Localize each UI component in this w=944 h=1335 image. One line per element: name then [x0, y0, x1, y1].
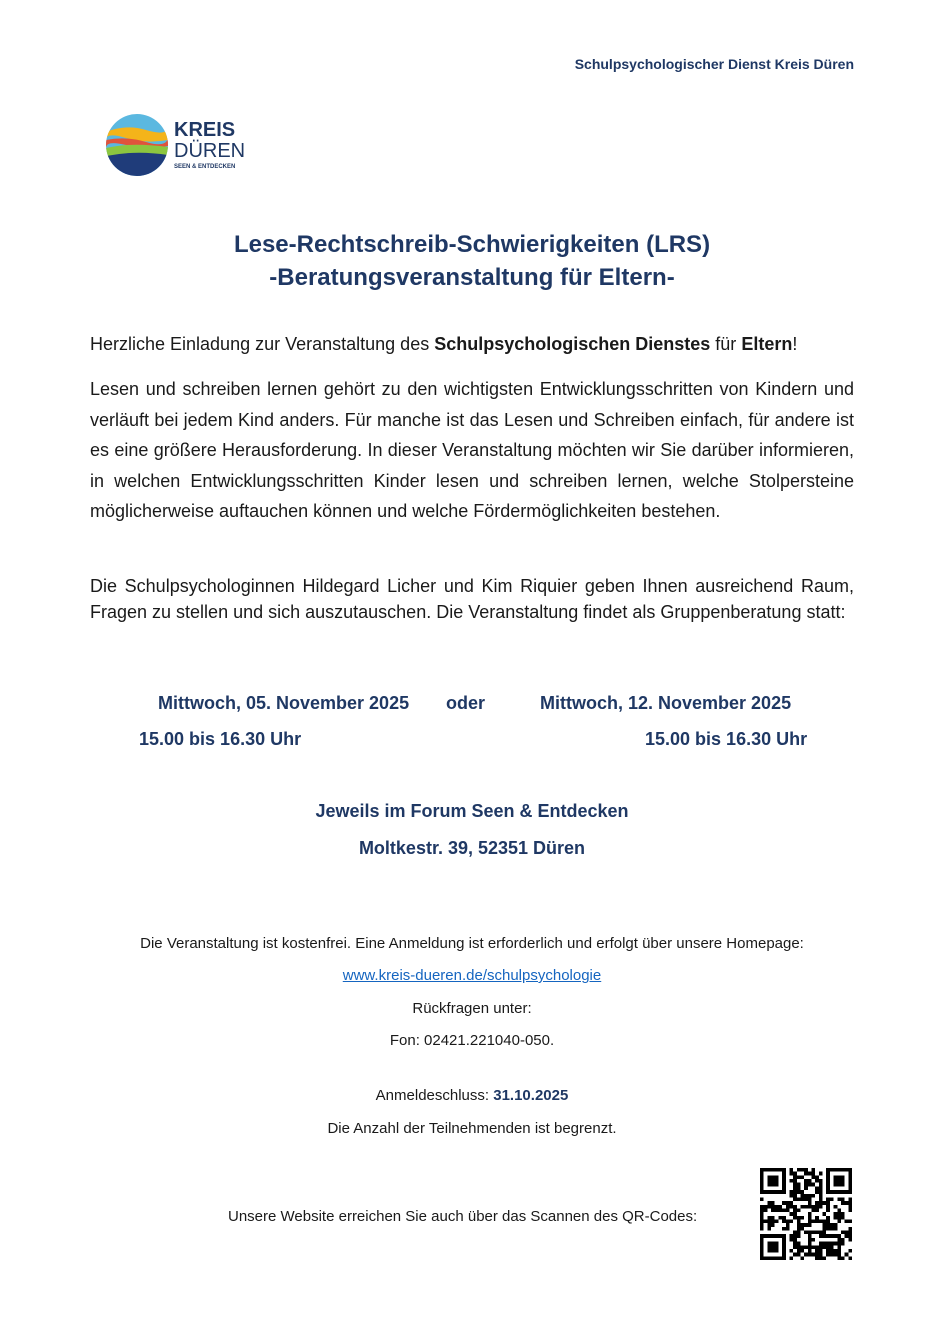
participant-limit: Die Anzahl der Teilnehmenden ist begrenzt. — [327, 1120, 617, 1137]
title-line-2: -Beratungsveranstaltung für Eltern- — [269, 264, 675, 291]
intro-bold-parents: Eltern — [741, 334, 793, 354]
kreis-dueren-logo — [106, 110, 246, 180]
qr-code-icon — [760, 1168, 852, 1260]
event-date-1: Mittwoch, 05. November 2025 — [158, 693, 410, 713]
deadline-date: 31.10.2025 — [493, 1087, 569, 1104]
or-separator: oder — [446, 693, 486, 713]
event-time-2: 15.00 bis 16.30 Uhr — [645, 729, 808, 749]
intro-text: Herzliche Einladung zur Veranstaltung des — [90, 334, 435, 354]
description-paragraph: Lesen und schreiben lernen gehört zu den wichtigsten Entwicklungsschritten von Kindern und verläuft bei jedem Kind anders. Für manche ist das Lesen und Schreiben einfach, für andere ist es eine größere Herausforderung. In dieser Veranstaltung möchten wir Sie darüber informieren, in welchen Entwicklungsschritten Kinder lesen und schreiben lernen, welche Stolpersteine möglicherweise auftauchen können und welche Fördermöglichkeiten bestehen. — [90, 379, 854, 521]
organization-header: Schulpsychologischer Dienst Kreis Düren — [574, 56, 854, 72]
location-address: Moltkestr. 39, 52351 Düren — [358, 838, 586, 858]
intro-bold-service: Schulpsychologischen Dienstes — [434, 334, 711, 354]
location-venue: Jeweils im Forum Seen & Entdecken — [315, 801, 629, 821]
event-time-1: 15.00 bis 16.30 Uhr — [139, 729, 302, 749]
qr-instruction: Unsere Website erreichen Sie auch über das Scannen des QR-Codes: — [228, 1208, 698, 1225]
page-title — [0, 228, 944, 294]
registration-info: Die Veranstaltung ist kostenfrei. Eine Anmeldung ist erforderlich und erfolgt über unsere Homepage: — [140, 935, 804, 952]
questions-label: Rückfragen unter: — [412, 1000, 532, 1017]
homepage-link[interactable]: www.kreis-dueren.de/schulpsychologie — [342, 967, 602, 984]
deadline-label: Anmeldeschluss: — [375, 1087, 494, 1104]
title-line-1: Lese-Rechtschreib-Schwierigkeiten (LRS) — [233, 231, 711, 258]
intro-paragraph — [90, 329, 854, 360]
svg-text:KREIS: KREIS — [174, 119, 236, 141]
intro-text-mid: für — [710, 334, 742, 354]
intro-text-end: ! — [792, 334, 798, 354]
event-date-2: Mittwoch, 12. November 2025 — [540, 693, 792, 713]
phone-number: Fon: 02421.221040-050. — [389, 1032, 555, 1049]
svg-text:SEEN & ENTDECKEN: SEEN & ENTDECKEN — [174, 164, 236, 170]
counselors-paragraph: Die Schulpsychologinnen Hildegard Licher und Kim Riquier geben Ihnen ausreichend Raum, Fragen zu stellen und sich auszutauschen. Die Veranstaltung findet als Gruppenberatung statt: — [90, 576, 854, 622]
svg-text:DÜREN: DÜREN — [174, 140, 246, 162]
registration-deadline — [0, 1087, 944, 1104]
